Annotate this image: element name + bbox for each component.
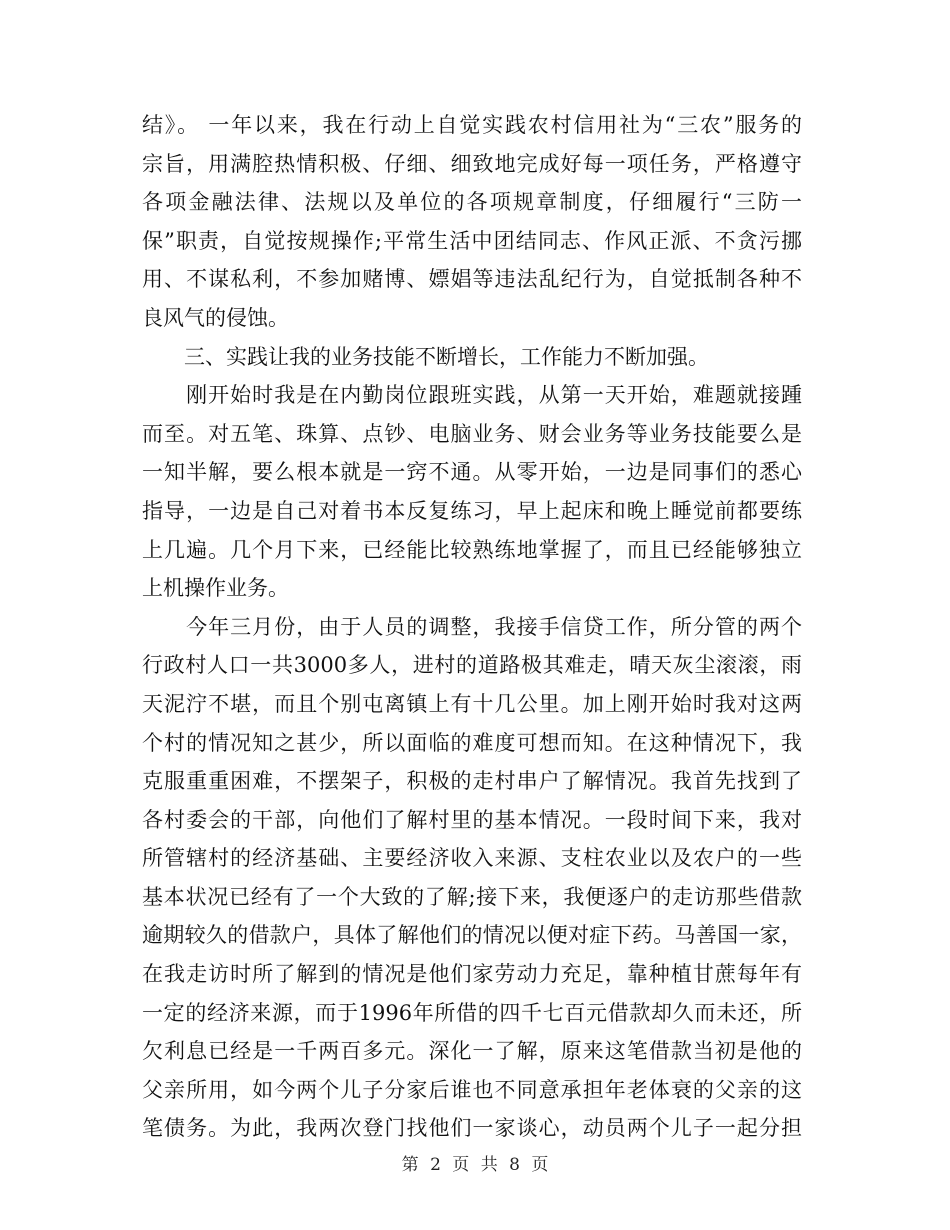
text-line: 今年三月份，由于人员的调整，我接手信贷工作，所分管的两个 <box>142 614 802 639</box>
text-line: 笔债务。为此，我两次登门找他们一家谈心，动员两个儿子一起分担 <box>142 1116 802 1141</box>
text-line: 刚开始时我是在内勤岗位跟班实践，从第一天开始，难题就接踵 <box>142 383 802 408</box>
body-text <box>142 106 802 1148</box>
text-line: 克服重重困难，不摆架子，积极的走村串户了解情况。我首先找到了 <box>142 769 802 794</box>
text-line: 各项金融法律、法规以及单位的各项规章制度，仔细履行“三防一 <box>142 190 802 215</box>
text-line: 而至。对五笔、珠算、点钞、电脑业务、财会业务等业务技能要么是 <box>142 421 802 446</box>
text-line: 上机操作业务。 <box>142 576 289 601</box>
text-line: 三、实践让我的业务技能不断增长，工作能力不断加强。 <box>142 344 709 369</box>
text-line: 在我走访时所了解到的情况是他们家劳动力充足，靠种植甘蔗每年有 <box>142 962 802 987</box>
text-line: 上几遍。几个月下来，已经能比较熟练地掌握了，而且已经能够独立 <box>142 537 802 562</box>
text-line: 各村委会的干部，向他们了解村里的基本情况。一段时间下来，我对 <box>142 807 802 832</box>
page-footer: 第 2 页 共 8 页 <box>401 1155 549 1175</box>
text-line: 结》。 一年以来，我在行动上自觉实践农村信用社为“三农”服务的 <box>142 113 802 137</box>
text-line: 一知半解，要么根本就是一窍不通。从零开始，一边是同事们的悉心 <box>142 460 802 485</box>
text-line: 保”职责，自觉按规操作;平常生活中团结同志、作风正派、不贪污挪 <box>142 228 802 253</box>
text-line: 基本状况已经有了一个大致的了解;接下来，我便逐户的走访那些借款 <box>142 884 802 909</box>
text-line: 良风气的侵蚀。 <box>142 305 289 330</box>
text-line: 逾期较久的借款户，具体了解他们的情况以便对症下药。马善国一家， <box>142 923 802 948</box>
text-line: 父亲所用，如今两个儿子分家后谁也不同意承担年老体衰的父亲的这 <box>142 1077 802 1102</box>
text-line: 一定的经济来源，而于1996年所借的四千七百元借款却久而未还，所 <box>142 1000 802 1025</box>
text-line: 天泥泞不堪，而且个别屯离镇上有十几公里。加上刚开始时我对这两 <box>142 691 802 716</box>
text-line: 指导，一边是自己对着书本反复练习，早上起床和晚上睡觉前都要练 <box>142 498 802 523</box>
text-line: 个村的情况知之甚少，所以面临的难度可想而知。在这种情况下，我 <box>142 730 802 755</box>
text-line: 宗旨，用满腔热情积极、仔细、细致地完成好每一项任务，严格遵守 <box>142 151 802 176</box>
text-line: 用、不谋私利，不参加赌博、嫖娼等违法乱纪行为，自觉抵制各种不 <box>142 267 802 292</box>
text-line: 行政村人口一共3000多人，进村的道路极其难走，晴天灰尘滚滚，雨 <box>142 653 802 678</box>
text-line: 所管辖村的经济基础、主要经济收入来源、支柱农业以及农户的一些 <box>142 846 802 871</box>
text-line: 欠利息已经是一千两百多元。深化一了解，原来这笔借款当初是他的 <box>142 1039 802 1064</box>
